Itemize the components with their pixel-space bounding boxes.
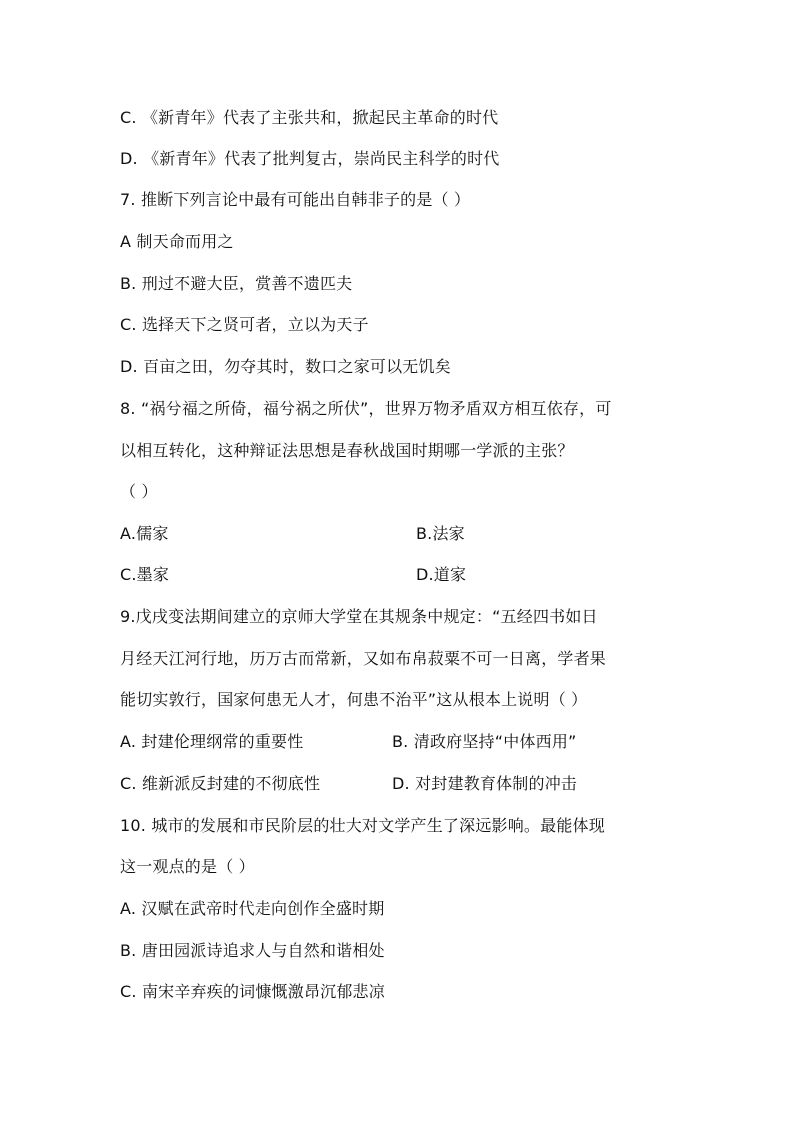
q10-stem-line1: 10. 城市的发展和市民阶层的壮大对文学产生了深远影响。最能体现 — [120, 816, 605, 835]
q7-option-c: C. 选择天下之贤可者，立以为天子 — [120, 315, 369, 334]
q10-option-a: A. 汉赋在武帝时代走向创作全盛时期 — [120, 899, 385, 918]
q7-stem: 7. 推断下列言论中最有可能出自韩非子的是（ ） — [120, 190, 471, 209]
q8-stem-line2: 以相互转化，这种辩证法思想是春秋战国时期哪一学派的主张？ — [120, 441, 574, 460]
q6-option-c: C. 《新青年》代表了主张共和，掀起民主革命的时代 — [120, 108, 499, 127]
q9-stem-line1: 9.戊戌变法期间建立的京师大学堂在其规条中规定：“五经四书如日 — [120, 607, 598, 626]
q9-option-b: B. 清政府坚持“中体西用” — [392, 732, 577, 751]
q8-option-d: D.道家 — [416, 565, 467, 584]
q10-option-b: B. 唐田园派诗追求人与自然和谐相处 — [120, 941, 385, 960]
q10-stem-line2: 这一观点的是（ ） — [120, 857, 255, 876]
q8-option-a: A.儒家 — [120, 524, 169, 543]
q7-option-a: A 制天命而用之 — [120, 232, 234, 251]
q10-option-c: C. 南宋辛弃疾的词慷慨激昂沉郁悲凉 — [120, 982, 385, 1001]
q8-stem-line3: （ ） — [120, 482, 158, 501]
q7-option-d: D. 百亩之田，勿夺其时，数口之家可以无饥矣 — [120, 357, 451, 376]
q9-option-c: C. 维新派反封建的不彻底性 — [120, 774, 321, 793]
q8-stem-line1: 8. “祸兮福之所倚，福兮祸之所伏”，世界万物矛盾双方相互依存，可 — [120, 399, 612, 418]
q9-option-a: A. 封建伦理纲常的重要性 — [120, 732, 304, 751]
q8-option-b: B.法家 — [416, 524, 465, 543]
q8-option-c: C.墨家 — [120, 565, 170, 584]
q9-stem-line3: 能切实敦行，国家何患无人才，何患不治平”这从根本上说明（ ） — [120, 690, 588, 709]
q6-option-d: D. 《新青年》代表了批判复古，崇尚民主科学的时代 — [120, 149, 500, 168]
q7-option-b: B. 刑过不避大臣，赏善不遗匹夫 — [120, 274, 353, 293]
q9-option-d: D. 对封建教育体制的冲击 — [392, 774, 578, 793]
q9-stem-line2: 月经天江河行地，历万古而常新，又如布帛菽粟不可一日离，学者果 — [120, 649, 607, 668]
